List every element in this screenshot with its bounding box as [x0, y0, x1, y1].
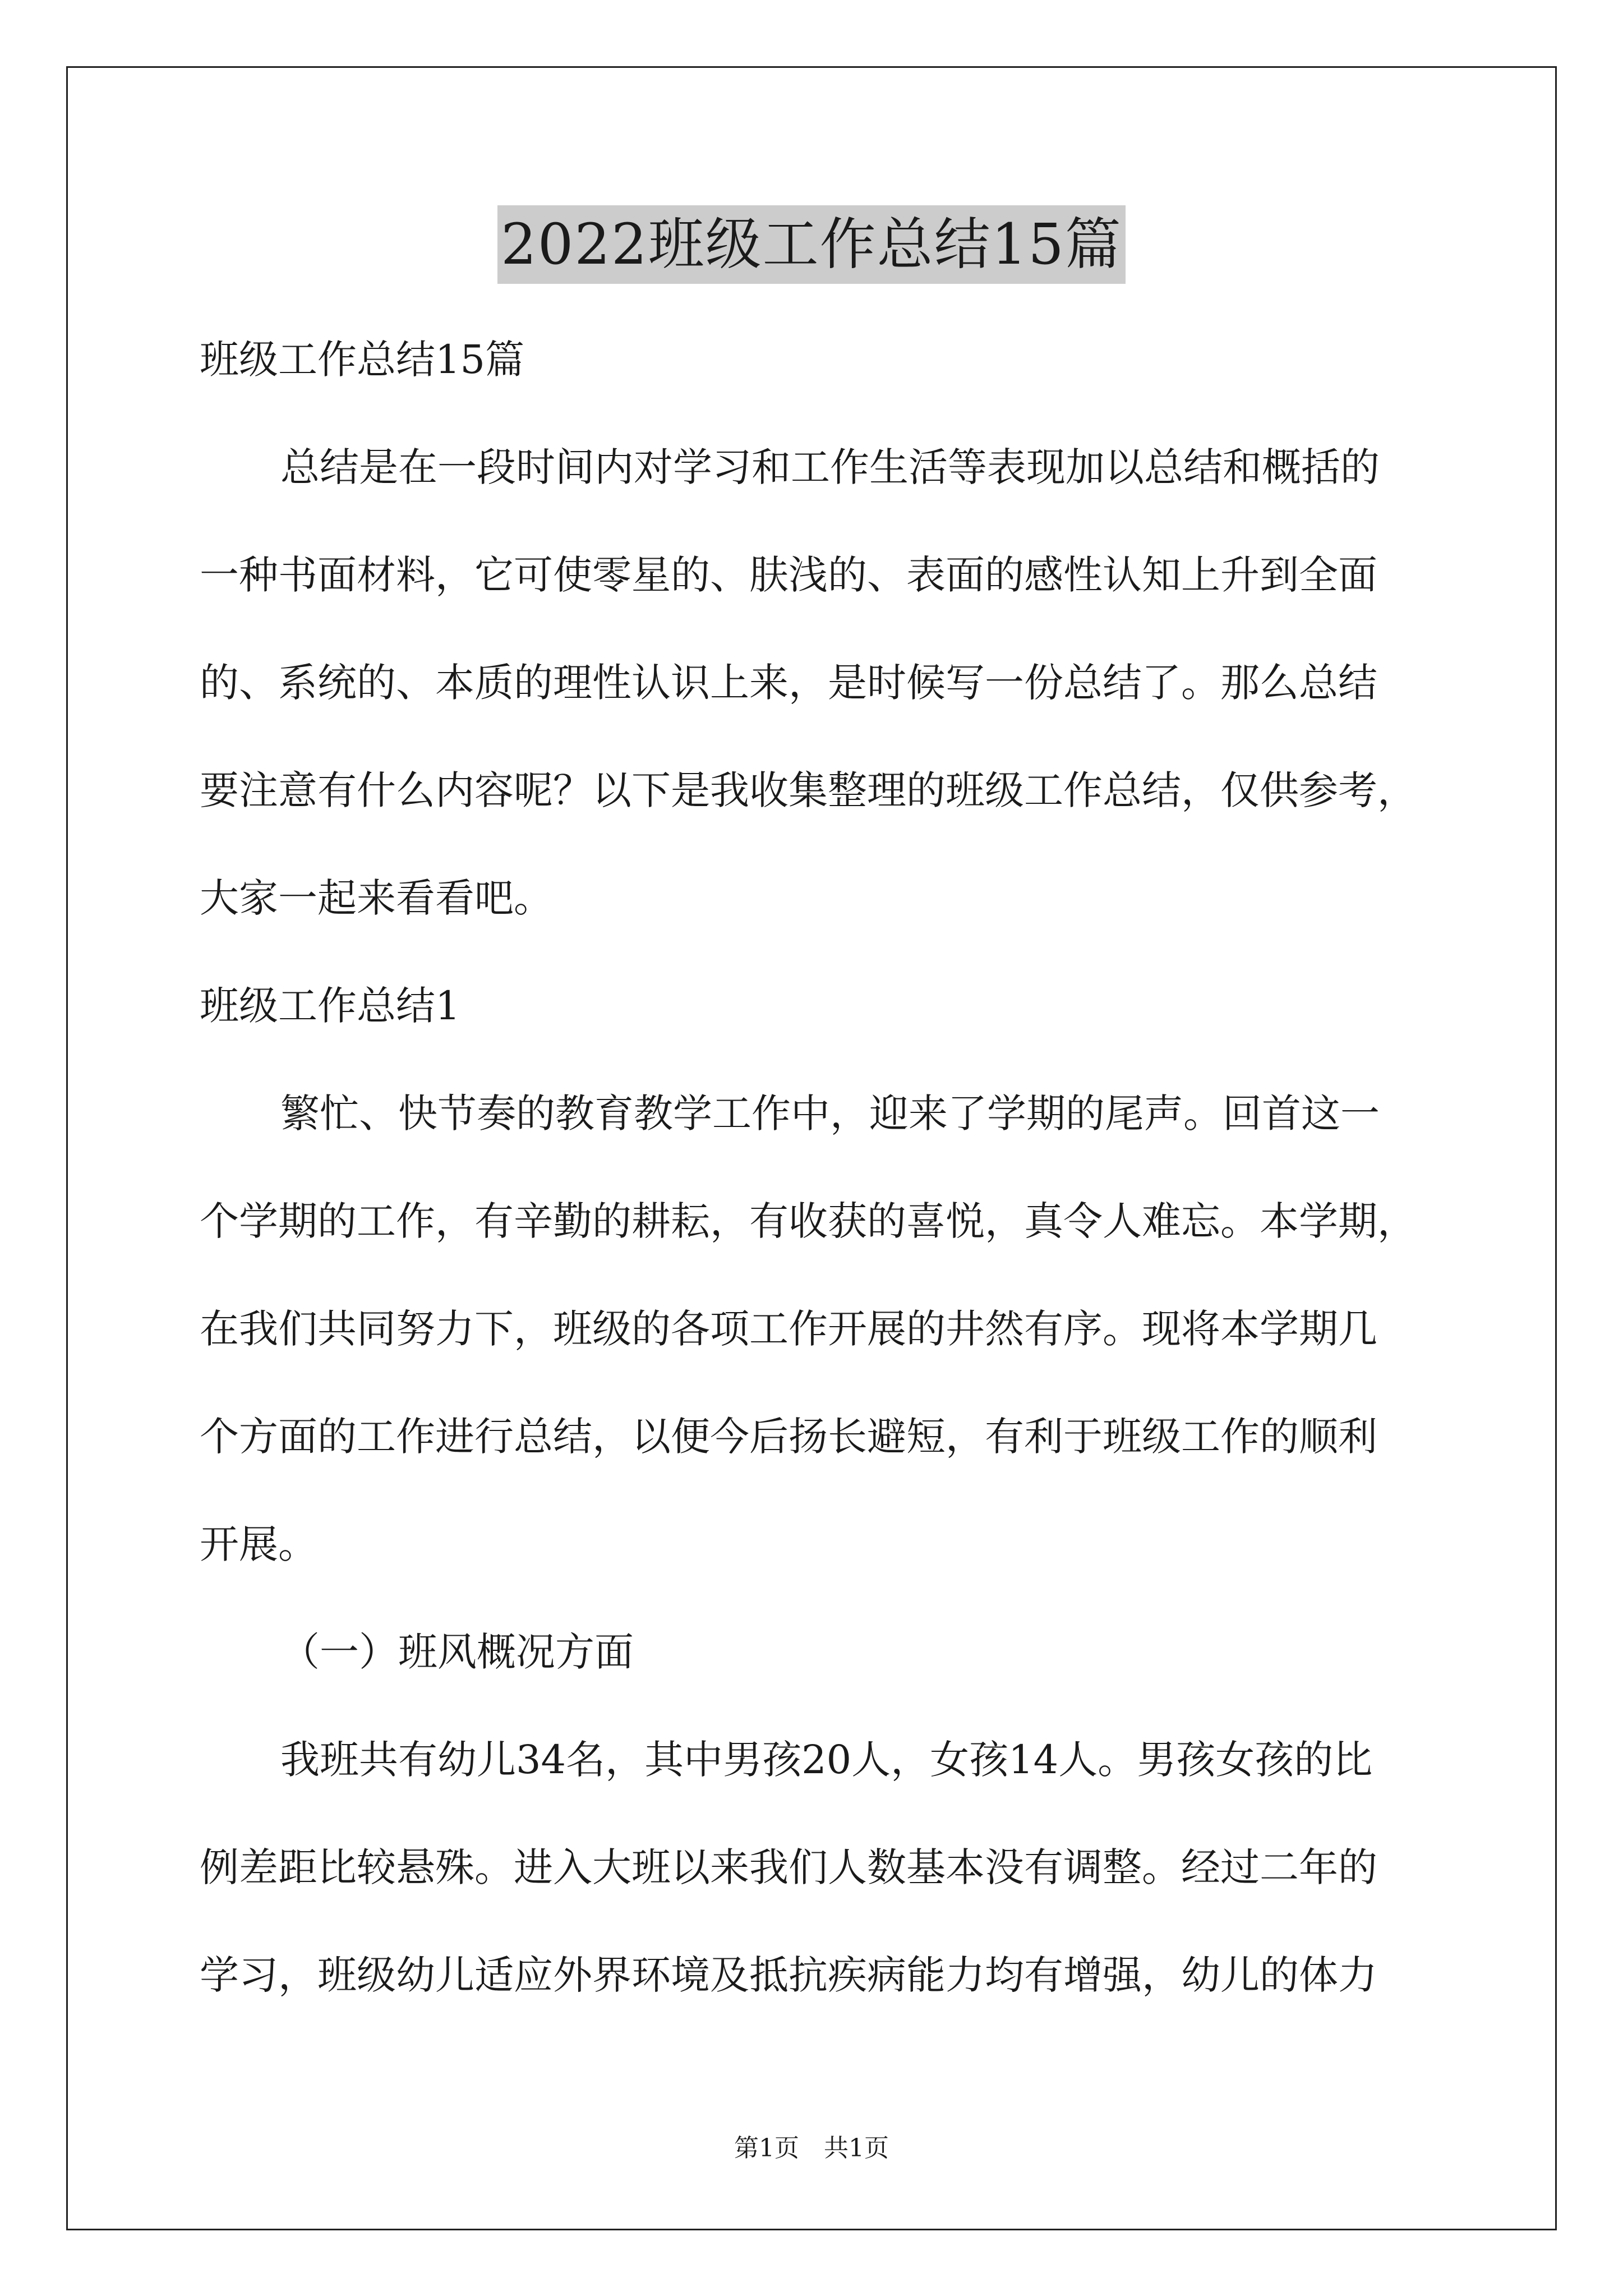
paragraph-line: 学习，班级幼儿适应外界环境及抵抗疾病能力均有增强，幼儿的体力: [200, 1952, 1377, 1998]
subsection-heading: （一）班风概况方面: [280, 1629, 634, 1675]
section-heading: 班级工作总结1: [200, 983, 460, 1029]
document-body: [200, 306, 1473, 2029]
paragraph-line: 例差距比较悬殊。进入大班以来我们人数基本没有调整。经过二年的: [200, 1844, 1377, 1890]
paragraph-line: 个学期的工作，有辛勤的耕耘，有收获的喜悦，真令人难忘。本学期，: [200, 1198, 1417, 1244]
subtitle-line: 班级工作总结15篇: [200, 337, 525, 383]
paragraph-line: 我班共有幼儿34名，其中男孩20人，女孩14人。男孩女孩的比: [280, 1737, 1373, 1783]
document-title: 2022班级工作总结15篇: [497, 205, 1126, 284]
paragraph-line: 大家一起来看看吧。: [200, 875, 553, 921]
paragraph-line: 在我们共同努力下，班级的各项工作开展的井然有序。现将本学期几: [200, 1306, 1377, 1352]
paragraph-line: 总结是在一段时间内对学习和工作生活等表现加以总结和概括的: [280, 444, 1380, 490]
page-footer: 第1页 共1页: [734, 2134, 889, 2162]
title-container: [0, 205, 1623, 284]
paragraph-line: 要注意有什么内容呢？以下是我收集整理的班级工作总结，仅供参考，: [200, 767, 1417, 813]
paragraph-line: 开展。: [200, 1521, 317, 1567]
paragraph-line: 繁忙、快节奏的教育教学工作中，迎来了学期的尾声。回首这一: [280, 1091, 1380, 1137]
paragraph-line: 个方面的工作进行总结，以便今后扬长避短，有利于班级工作的顺利: [200, 1414, 1377, 1460]
paragraph-line: 的、系统的、本质的理性认识上来，是时候写一份总结了。那么总结: [200, 660, 1377, 706]
paragraph-line: 一种书面材料，它可使零星的、肤浅的、表面的感性认知上升到全面: [200, 552, 1377, 598]
